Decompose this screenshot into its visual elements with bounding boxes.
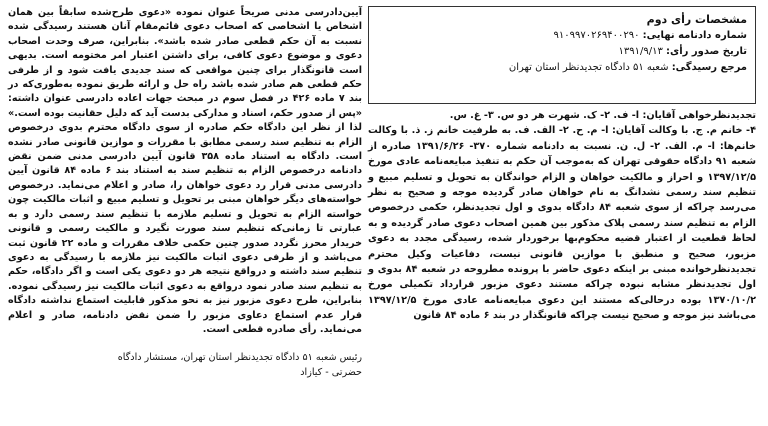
court-row <box>377 60 747 76</box>
court-value: شعبه ۵۱ دادگاه تجدیدنظر استان تهران <box>508 62 669 73</box>
case-number-row <box>377 28 747 44</box>
left-body-paragraph: آیین‌دادرسی مدنی صریحاً عنوان نموده «دعوی طرح‌شده سابقاً بین همان اشخاص یا اشخاصی که اصحاب دعوی قائم‌مقام آنان هستند رسیدگی شده نسبت به آن حکم قطعی صادر شده باشد». بنابراین، صرف وحدت اصحاب دعوی و موضوع دعوی کافی، برای داشتن اعتبار امر مختومه است. بدیهی است قانونگذار برای چنین مواقعی که سند جدیدی یافت شود و از طرفی حکم قطعی هم صادر شده باشد راه حل و ارائه طریق نموده به‌طوری‌که در بند ۷ ماده ۴۲۶ در فصل سوم در مبحث جهات اعاده دادرسی عنوان داشته: «پس از صدور حکم، اسناد و مدارکی بدست آید که دلیل حقانیت بوده است.» لذا از نظر این دادگاه حکم صادره از سوی دادگاه محترم بدوی درخصوص الزام به تنظیم سند رسمی مطابق با مقررات و موازین قانونی صادر نشده است. دادگاه به استناد ماده ۳۵۸ قانون آیین دادرسی مدنی ضمن نقض دادنامه درخصوص الزام به تنظیم سند به استناد بند ۶ ماده ۸۴ قانون آیین دادرسی مدنی قرار رد دعوی خواهان را، صادر و اعلام می‌نماید. درخصوص خواسته‌های دیگر خواهان مبنی بر تحویل و تسلیم مبیع و اثبات مالکیت چون خواسته الزام به تحویل و تسلیم ملازمه با تنظیم سند رسمی دارد و به عبارتی تا زمانی‌که تنظیم سند صورت نگیرد و مالکیت رسمی و قانونی خریدار محرز نگردد صدور چنین حکمی خلاف مقررات و ماده ۲۲ قانون ثبت می‌باشد و از طرفی دعوی اثبات مالکیت نیز ملازمه با رسیدگی به دعوی تنظیم سند داشته و درواقع نتیجه هر دو دعوی یکی است و اگر دادگاه، حکم به تنظیم سند صادر نمود درواقع به دعوی اثبات مالکیت نیز رسیدگی نموده. بنابراین، طرح دعوی مزبور نیز به نحو مذکور قابلیت استماع نداشته دادگاه قرار عدم استماع دعاوی مزبور را ضمن نقض دادنامه، صادر و اعلام می‌نماید. رأی صادره قطعی است. <box>8 7 363 335</box>
ruling-date-value: ۱۳۹۱/۹/۱۳ <box>618 46 663 57</box>
ruling-date-row <box>377 44 747 60</box>
case-number-value: ۹۱۰۹۹۷۰۲۶۹۴۰۰۲۹۰ <box>553 30 640 41</box>
appeal-heading: تجدیدنظرخواهی آقایان: ا- ف. ۲- ک. شهرت هر دو س. ۳- غ. س. <box>449 110 756 121</box>
ruling-details-title: مشخصات رأی دوم <box>646 13 747 26</box>
right-text-column <box>368 108 756 420</box>
ruling-date-label: تاریخ صدور رأی: <box>666 46 747 57</box>
signature-block <box>8 351 362 380</box>
signature-line-names: حضرتی - کیازاد <box>300 366 362 378</box>
case-number-label: شماره دادنامه نهایی: <box>642 30 747 41</box>
court-label: مرجع رسیدگی: <box>671 62 747 73</box>
ruling-details-box <box>368 6 756 104</box>
signature-line-title: رئیس شعبه ۵۱ دادگاه تجدیدنظر استان تهران، مستشار دادگاه <box>117 352 362 364</box>
left-text-column <box>8 6 362 420</box>
right-body-paragraph: ۴- خانم م. ج. با وکالت آقایان: ا- م. ح. ۲- الف. ف. به طرفیت خانم ز. ذ. با وکالت خانم‌ها: ا- م. الف. ۲- ل. ن. نسبت به دادنامه شماره ۳۷۰- ۱۳۹۱/۶/۲۶ صادره از شعبه ۹۱ دادگاه حقوقی تهران که به‌موجب آن حکم به تنفیذ مبایعه‌نامه عادی مورخ ۱۳۹۷/۱۲/۵ و احراز و مالکیت خواهان و الزام خواندگان به تحویل و تسلیم مبیع و تنظیم سند رسمی نشدانگ به نام خواهان صادر گردیده موجه و صحیح به نظر می‌رسد چراکه از سوی شعبه ۸۴ دادگاه بدوی و اول تجدیدنظر، حکمی درخصوص الزام به تنظیم سند رسمی پلاک مذکور بین همین اصحاب دعوی صادر گردیده و به لحاظ قطعیت از اعتبار قضیه محکوم‌بها برخوردار شده، رسیدگی مجدد به دعوی مزبور، صحیح و منطبق با موازین قانونی نیست، دفاعیات وکیل محترم تجدیدنظرخوانده مبنی بر اینکه دعوی حاضر با پرونده مطروحه در شعبه ۸۴ بدوی و اول تجدیدنظر مشابه نبوده چراکه مستند دعوی مزبور قرارداد تکمیلی مورخ ۱۳۷۰/۱۰/۲ بوده درحالی‌که مستند این دعوی مبایعه‌نامه عادی مورخ ۱۳۹۷/۱۲/۵ می‌باشد نیز موجه و صحیح نیست چراکه قانونگذار در بند ۶ ماده ۸۴ قانون <box>368 125 756 322</box>
